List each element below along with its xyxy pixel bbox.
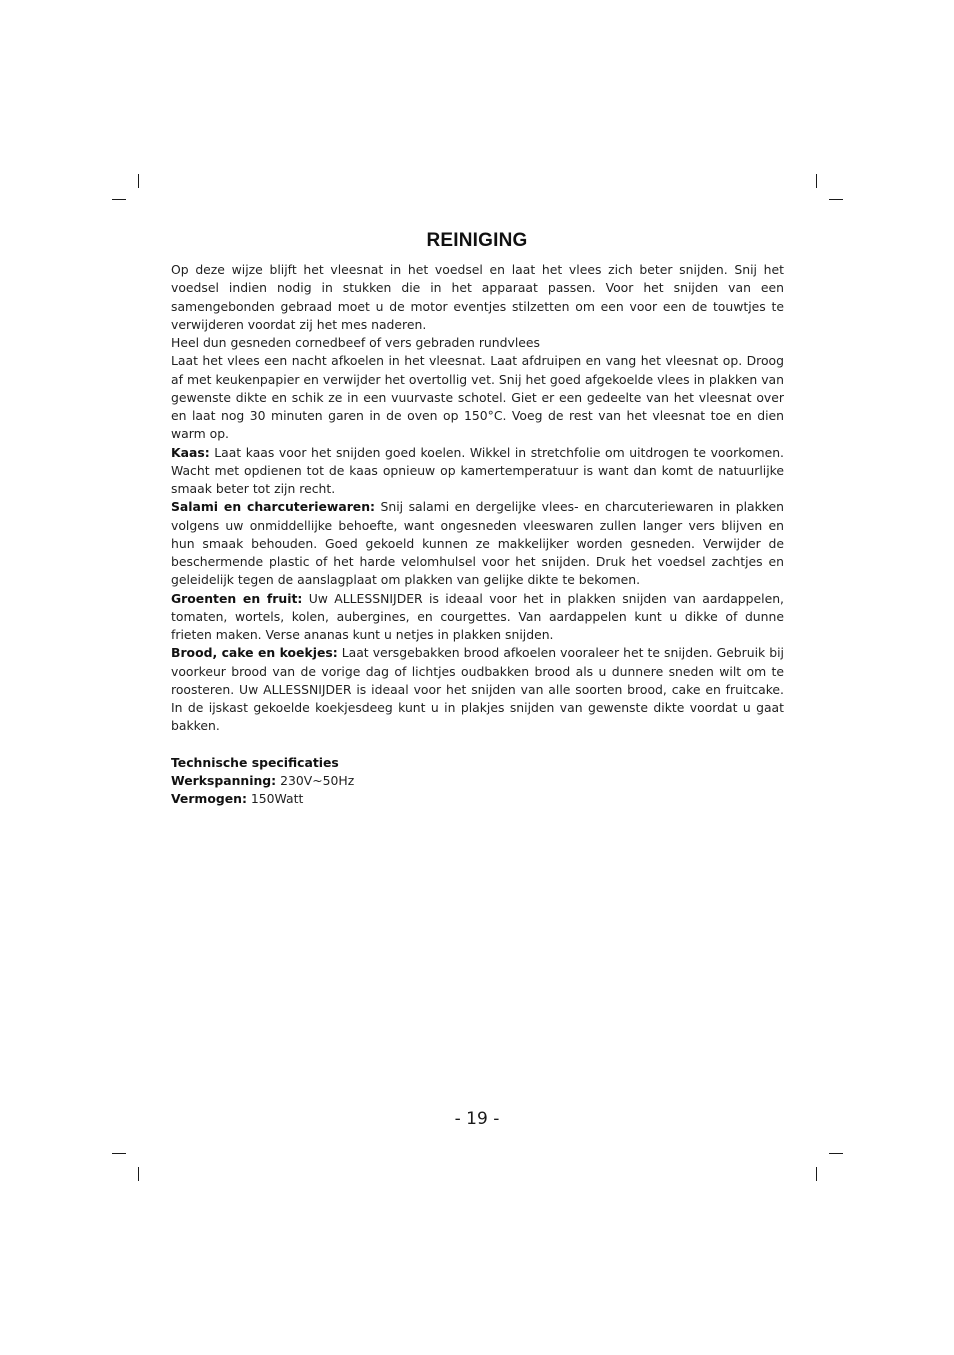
section-paragraph-vegetables — [171, 590, 784, 645]
section-paragraph-cheese — [171, 444, 784, 499]
specs-heading — [171, 754, 784, 772]
spec-voltage-label: Werkspanning: — [171, 772, 277, 788]
page-body — [171, 261, 784, 808]
section-label: Salami en charcuteriewaren: — [171, 499, 375, 515]
section-paragraph-salami — [171, 498, 784, 589]
crop-mark-bottom-left-horizontal — [112, 1153, 126, 1154]
spec-voltage — [171, 772, 784, 790]
crop-mark-top-right-horizontal — [829, 199, 843, 200]
crop-mark-bottom-right-vertical — [816, 1167, 817, 1181]
section-paragraph-bread — [171, 644, 784, 735]
intro-paragraph: Op deze wijze blijft het vleesnat in het voedsel en laat het vlees zich beter snijden. Snij het voedsel indien nodig in stukken die in het apparaat passen. Voor het snijden van een samengebonden gebraad moet u de motor eventjes stilzetten om een voor een de touwtjes te verwijderen voordat zij het mes naderen. — [171, 262, 784, 332]
section-label: Groenten en fruit: — [171, 590, 303, 606]
section-text: Uw ALLESSNIJDER is ideaal voor het in plakken snijden van aardappelen, tomaten, wortels, kolen, aubergines, en courgettes. Van aardappelen kunt u dikke of dunne frieten maken. Verse ananas kunt u netjes in plakken snijden. — [171, 590, 784, 642]
crop-mark-top-right-vertical — [816, 174, 817, 188]
spec-power-value: 150Watt — [250, 791, 304, 806]
section-label: Kaas: — [171, 444, 210, 460]
page-title: REINIGING — [426, 230, 528, 251]
spec-voltage-value: 230V~50Hz — [280, 772, 355, 788]
crop-mark-bottom-right-horizontal — [829, 1153, 843, 1154]
specs-heading-text: Technische specificaties — [171, 754, 339, 770]
spacer — [171, 736, 784, 754]
section-text: Laat versgebakken brood afkoelen vooraleer het te snijden. Gebruik bij voorkeur brood van de vorige dag of lichtjes oudbakken brood als u dunnere sneden wilt om te roosteren. Uw ALLESSNIJDER is ideaal voor het snijden van alle soorten brood, cake en fruitcake. In de ijskast gekoelde koekjesdeeg kunt u in plakjes snijden van gewenste dikte voordat u gaat bakken. — [171, 645, 785, 734]
spec-power — [171, 790, 784, 808]
intro-paragraph: Laat het vlees een nacht afkoelen in het vleesnat. Laat afdruipen en vang het vleesnat op. Droog af met keukenpapier en verwijder het overtollig vet. Snij het goed afgekoelde vlees in plakken van gewenste dikte en schik ze in een vuurvaste schotel. Giet er een gedeelte van het vleesnat over en laat nog 30 minuten garen in de oven op 150°C. Voeg de rest van het vleesnat toe en dien warm op. — [171, 353, 784, 442]
crop-mark-bottom-left-vertical — [138, 1167, 139, 1181]
spec-power-label: Vermogen: — [171, 791, 247, 806]
crop-mark-top-left-vertical — [138, 174, 139, 188]
page-number: - 19 - — [454, 1109, 500, 1129]
crop-mark-top-left-horizontal — [112, 199, 126, 200]
section-text: Laat kaas voor het snijden goed koelen. Wikkel in stretchfolie om uitdrogen te voorkomen. Wacht met opdienen tot de kaas opnieuw op kamertemperatuur is want dan komt de natuurlijke smaak beter tot zijn recht. — [171, 444, 784, 496]
intro-subheading: Heel dun gesneden cornedbeef of vers gebraden rundvlees — [171, 335, 540, 350]
section-label: Brood, cake en koekjes: — [171, 645, 338, 661]
section-text: Snij salami en dergelijke vlees- en charcuteriewaren in plakken volgens uw onmiddellijke behoefte, want ongesneden vleeswaren zullen langer vers blijven en hun smaak behouden. Goed gekoeld kunnen ze makkelijker worden gesneden. Verwijder de beschermende plastic of het harde velomhulsel voor het snijden. Druk het voedsel zachtjes en geleidelijk tegen de aanslagplaat om plakken van gelijke dikte te bekomen. — [171, 499, 784, 588]
